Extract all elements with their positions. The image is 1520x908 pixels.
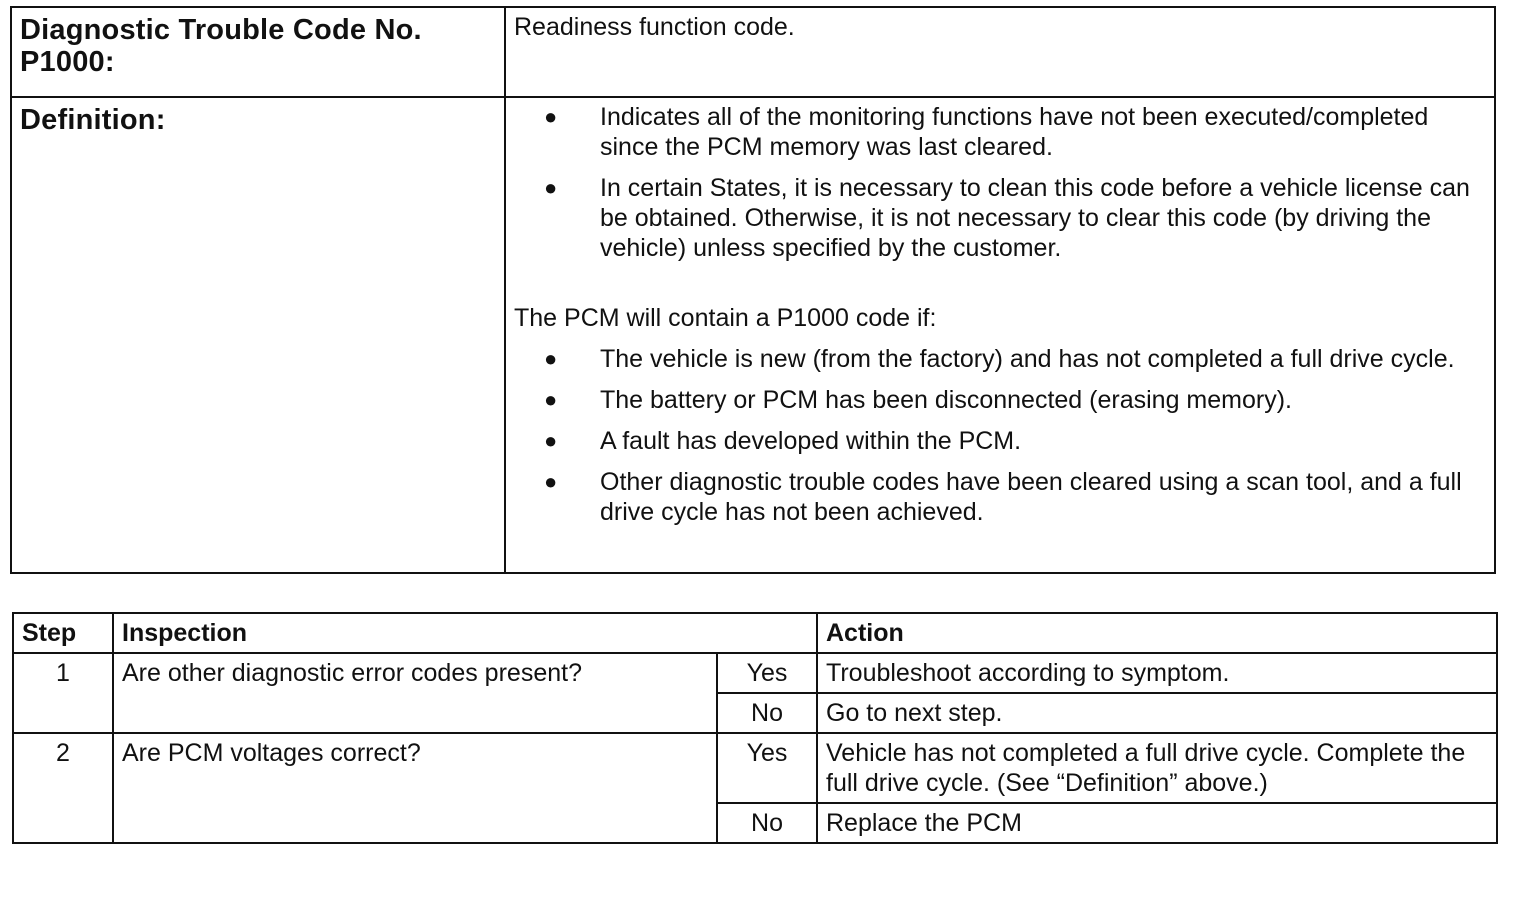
no-action: Go to next step. [817,693,1497,733]
condition-bullet-text: A fault has developed within the PCM. [600,427,1022,455]
yes-label: Yes [717,653,817,693]
table-header-row [13,613,1497,653]
yes-action: Vehicle has not completed a full drive cycle. Complete the full drive cycle. (See “Definition” above.) [817,733,1497,803]
no-action: Replace the PCM [817,803,1497,843]
bullet-icon: ● [544,104,558,129]
list-item [542,102,1486,162]
bullet-icon: ● [544,387,558,412]
definition-content-cell [505,97,1495,573]
list-item [542,426,1486,456]
step-number: 1 [13,653,113,733]
dtc-row [11,7,1495,97]
table-row [13,733,1497,803]
inspection-question: Are other diagnostic error codes present? [113,653,717,733]
condition-intro: The PCM will contain a P1000 code if: [514,304,937,332]
header-action: Action [817,613,1497,653]
condition-bullet-text: The vehicle is new (from the factory) and has not completed a full drive cycle. [600,345,1455,373]
yes-action: Troubleshoot according to symptom. [817,653,1497,693]
list-item [542,173,1486,263]
dtc-value: Readiness function code. [514,13,795,41]
condition-bullet-text: The battery or PCM has been disconnected (erasing memory). [600,386,1292,414]
condition-bullet-list [514,344,1486,527]
inspection-steps-table [12,612,1498,844]
bullet-icon: ● [544,469,558,494]
header-step: Step [13,613,113,653]
condition-bullet-text: Other diagnostic trouble codes have been cleared using a scan tool, and a full drive cycle has not been achieved. [600,468,1462,526]
dtc-definition-table [10,6,1496,574]
definition-bullet-list [514,102,1486,263]
definition-bullet-text: In certain States, it is necessary to clean this code before a vehicle license can be obtained. Otherwise, it is not necessary to clear this code (by driving the vehicle) unless specified by the customer. [600,174,1470,262]
dtc-label-cell [11,7,505,97]
list-item [542,385,1486,415]
dtc-label: Diagnostic Trouble Code No. P1000: [20,14,422,78]
bullet-icon: ● [544,428,558,453]
header-inspection: Inspection [113,613,817,653]
no-label: No [717,693,817,733]
list-item [542,467,1486,527]
no-label: No [717,803,817,843]
table-row [13,653,1497,693]
bullet-icon: ● [544,346,558,371]
yes-label: Yes [717,733,817,803]
list-item [542,344,1486,374]
step-number: 2 [13,733,113,843]
definition-row [11,97,1495,573]
dtc-value-cell [505,7,1495,97]
inspection-question: Are PCM voltages correct? [113,733,717,843]
definition-label: Definition: [20,104,166,136]
definition-bullet-text: Indicates all of the monitoring functions have not been executed/completed since the PCM memory was last cleared. [600,103,1429,161]
bullet-icon: ● [544,175,558,200]
definition-label-cell [11,97,505,573]
